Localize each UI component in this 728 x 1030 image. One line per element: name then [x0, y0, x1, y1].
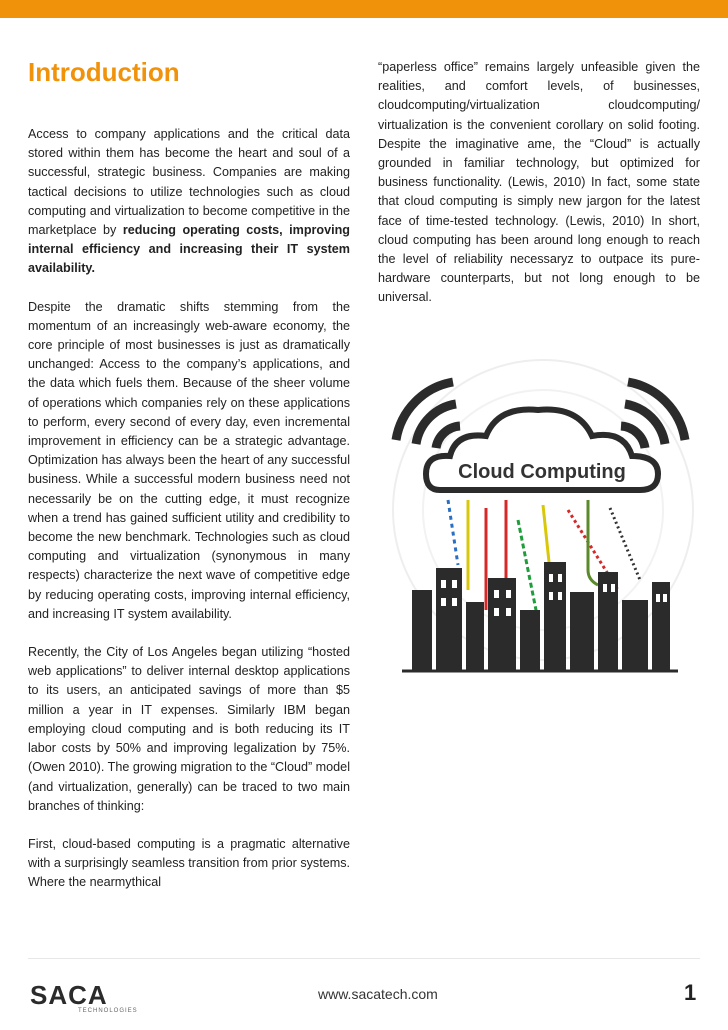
paragraph-right-1: “paperless office” remains largely unfeasible given the realities, and comfort levels, of businesses, cloudcomputing/virtualization cloudcomputing/ virtualization is the convenient corollary on solid footing. Despite the imaginative ame, the “Cloud” is actually grounded in familiar technology, but optimized for business functionality. (Lewis, 2010) In fact, some state that cloud computing is simply new jargon for the latest face of time-tested technology. (Lewis, 2010) In short, cloud computing has been around long enough to reach the level of reliability necessaryz to outpace its pure-hardware counterparts, but not long enough to be universal. [378, 60, 700, 305]
paragraph-4: First, cloud-based computing is a pragmatic alternative with a surprisingly seamless transition from prior systems. Where the nearmythical [28, 836, 350, 890]
logo-subtitle: TECHNOLOGIES [78, 1008, 138, 1014]
section-heading: Introduction [28, 57, 180, 87]
cloud-computing-illustration [378, 340, 700, 680]
paragraph-1 [28, 125, 350, 279]
skyline-icon [412, 562, 670, 670]
saca-logo-icon [28, 980, 143, 1014]
paragraph-1-text: Access to company applications and the critical data stored within them has become the heart and soul of a successful, strategic business. Companies are making tactical decisions to utilize technologies such as cloud computing and virtualization to become competitive in the marketplace by [28, 127, 350, 238]
paragraph-2: Despite the dramatic shifts stemming from the momentum of an increasingly web-aware economy, the core principle of most businesses is just as dramatically unchanged: Access to the company’s applications, and the data which fuels them. Because of the sheer volume of operations which companies rely on these applications to perform, every second of every day, even incremental improvement in efficiency can be a strategic advantage. Optimization has always been the heart of any successful business. While a successful modern business need not necessarily be on the cutting edge, it must recognize when a trend has gained sufficient utility and credibility to become the new benchmark. Technologies such as cloud computing and virtualization (synonymous in many respects) characterize the next wave of competitive edge by reducing operating costs, improving internal efficiency, and increasing IT system availability. [28, 299, 350, 621]
paragraph-1-bold: reducing operating costs, improving internal efficiency and increasing their IT system availability. [28, 223, 350, 276]
footer-url[interactable]: www.sacatech.com [318, 986, 438, 1002]
page-number: 1 [684, 980, 697, 1005]
footer-divider [28, 958, 700, 959]
right-column [378, 58, 700, 327]
cloud-label: Cloud Computing [458, 461, 626, 483]
top-accent-bar [0, 0, 728, 18]
saca-logo [28, 980, 143, 1014]
logo-wordmark: SACA [30, 980, 108, 1010]
cloud-illustration-svg [378, 340, 700, 680]
paragraph-3: Recently, the City of Los Angeles began utilizing “hosted web applications” to deliver internal desktop applications to its users, an anticipated savings of more than $5 million a year in IT expenses. Similarly IBM began employing cloud computing and is both reducing its IT labor costs by 50% and improving legalization by 75%. (Owen 2010). The growing migration to the “Cloud” model (and virtualization, generally) can be traced to two main branches of thinking: [28, 645, 350, 813]
left-column [28, 125, 350, 912]
